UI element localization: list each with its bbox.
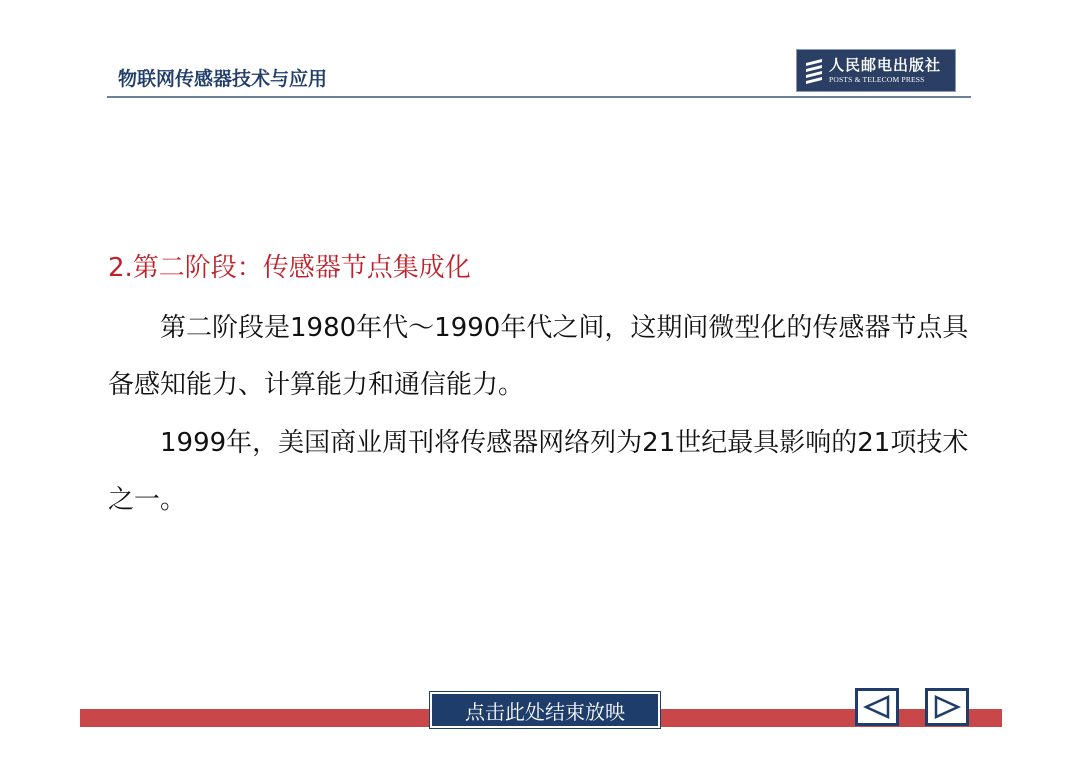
header-rule xyxy=(107,96,971,98)
publisher-name-en: POSTS & TELECOM PRESS xyxy=(829,74,925,84)
next-slide-button[interactable] xyxy=(925,688,969,726)
course-title: 物联网传感器技术与应用 xyxy=(118,68,328,90)
end-show-button[interactable]: 点击此处结束放映 xyxy=(430,692,660,728)
publisher-logo xyxy=(796,49,956,92)
publisher-logo-icon xyxy=(805,57,823,85)
section-heading: 2.第二阶段：传感器节点集成化 xyxy=(108,253,471,283)
body-paragraph-2: 1999年，美国商业周刊将传感器网络列为21世纪最具影响的21项技术之一。 xyxy=(108,428,969,515)
body-paragraph-1: 第二阶段是1980年代～1990年代之间，这期间微型化的传感器节点具备感知能力、计算能力和通信能力。 xyxy=(108,313,969,400)
triangle-left-icon xyxy=(862,694,892,720)
prev-slide-button[interactable] xyxy=(855,688,899,726)
publisher-name-cn: 人民邮电出版社 xyxy=(829,55,942,74)
triangle-right-icon xyxy=(932,694,962,720)
